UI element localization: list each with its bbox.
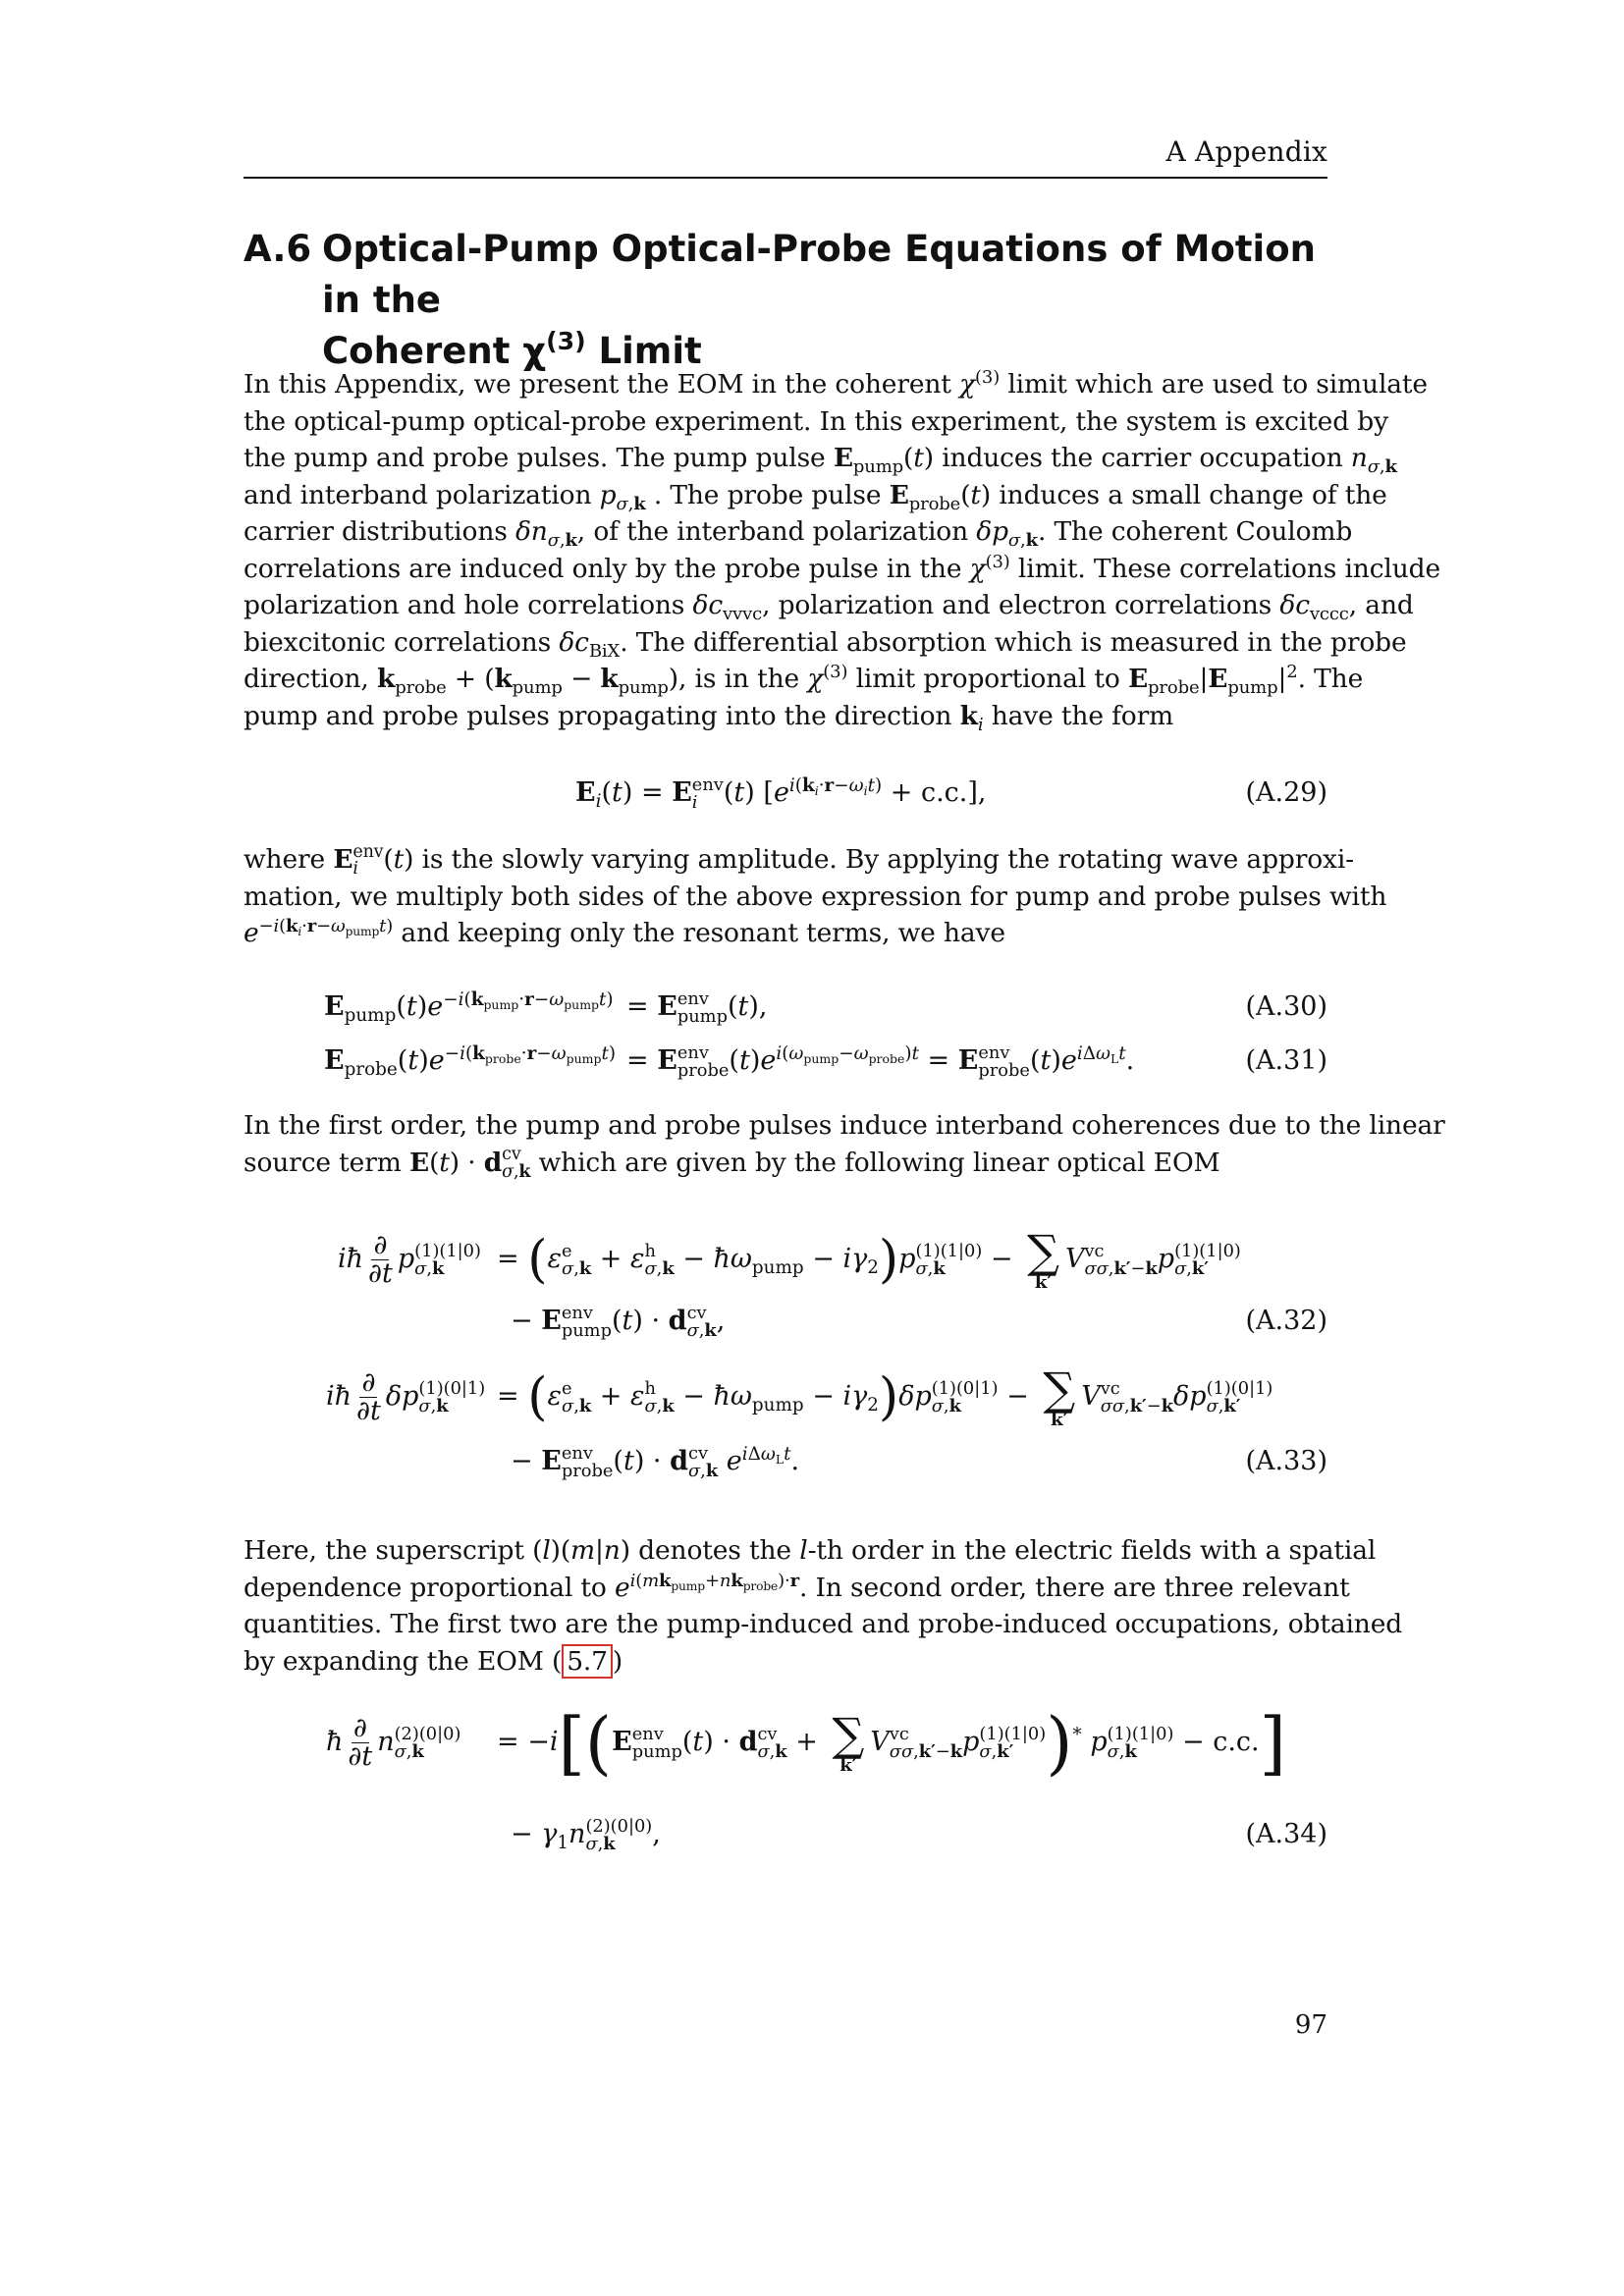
section-title-line1: Optical-Pump Optical-Probe Equations of Motion in the bbox=[322, 228, 1316, 321]
equation-number: (A.32) bbox=[1245, 1306, 1327, 1336]
paragraph-second-order bbox=[244, 1532, 1403, 1680]
text-line: and interband polarization $p_{\sigma,k}$ . The probe pulse $E_{probe}(t)$ induces a small change of the bbox=[244, 479, 1387, 514]
text-line: mation, we multiply both sides of the above expression for pump and probe pulses with bbox=[244, 881, 1387, 912]
text-line: the optical-pump optical-probe experiment. In this experiment, the system is excited by bbox=[244, 405, 1388, 437]
equation-number: (A.31) bbox=[1245, 1045, 1327, 1076]
equation-body: = (ε e σ,k + ε h σ,k − $ħ\omega_{pump} - i\gamma_2)p$ (1)(1|0) σ,k − ∑ k′ V vc σσ,k′−k p (1)(1|0) σ,k′ bbox=[497, 1224, 1241, 1293]
equation-body: $E_i(t) = E$ env i (t) $[e^{i(k_i\cdot r-\omega_it)} + c.c.]$, bbox=[575, 774, 987, 813]
equation-a34-line2 bbox=[244, 1811, 1327, 1858]
equation-a32-line2 bbox=[244, 1298, 1327, 1345]
section-number: A.6 bbox=[244, 228, 312, 270]
equation-body: ħ $\frac{\partial}{\partial t}$ n (2)(0|0) σ,k bbox=[326, 1712, 461, 1772]
text-line: Here, the superscript (l)(m|n) denotes the l-th order in the electric fields with a spatial bbox=[244, 1535, 1377, 1566]
equation-body: $E_{pump}(t)e^{-i(k_{pump}\cdot r-\omega_{pump}t)}$ bbox=[324, 988, 614, 1026]
text-line: biexcitonic correlations $\delta c_{BiX}$. The differential absorption which is measured in the probe bbox=[244, 626, 1407, 662]
text-line: In the first order, the pump and probe pulses induce interband coherences due to the linear bbox=[244, 1110, 1445, 1141]
equation-a29 bbox=[244, 770, 1327, 817]
equation-a34-line1 bbox=[244, 1698, 1327, 1787]
equation-number: (A.33) bbox=[1245, 1446, 1327, 1476]
text-line: direction, $k_{probe} + (k_{pump} - k_{pump})$, is in the $\chi^{(3)}$ limit proportional to $E_{probe}|E_{pump}|^2$. The bbox=[244, 662, 1364, 698]
paragraph-first-order bbox=[244, 1107, 1445, 1182]
equation-a33-line2 bbox=[244, 1438, 1327, 1485]
page-number: 97 bbox=[1294, 2010, 1327, 2040]
section-title-line2: Coherent $\chi^{(3)}$ Limit bbox=[322, 327, 702, 372]
equation-body: − $\gamma_1n$ (2)(0|0) σ,k , bbox=[511, 1815, 661, 1854]
text-line: dependence proportional to $e^{i(mk_{pump}+nk_{probe})\cdot r}$. In second order, there are three relevant bbox=[244, 1570, 1350, 1603]
equation-a32-line1 bbox=[244, 1225, 1327, 1294]
equation-body: iħ $\frac{\partial}{\partial t}$ δp (1)(0|1) σ,k bbox=[326, 1366, 486, 1426]
equation-body: = E env pump (t), bbox=[626, 988, 768, 1027]
text-line: source term E(t) · d cv σ,k which are given by the following linear optical EOM bbox=[244, 1145, 1220, 1182]
equation-body: − E env probe (t) · d cv σ,k $e^{i\Delta\omega_Lt}$. bbox=[511, 1442, 800, 1481]
section-title bbox=[322, 224, 1327, 377]
equation-a33-line1 bbox=[244, 1362, 1327, 1431]
text-line: $e^{-i(k_i\cdot r-\omega_{pump}t)}$ and keeping only the resonant terms, we have bbox=[244, 916, 1005, 948]
text-line: the pump and probe pulses. The pump pulse $E_{pump}(t)$ induces the carrier occupation $n_{\sigma,k}$ bbox=[244, 443, 1397, 477]
text-line: polarization and hole correlations $\delta c_{vvvc}$, polarization and electron correlations $\delta c_{vccc}$, and bbox=[244, 590, 1414, 624]
eom-reference-link[interactable]: 5.7 bbox=[562, 1644, 613, 1679]
text-line: correlations are induced only by the probe pulse in the $\chi^{(3)}$ limit. These correlations include bbox=[244, 551, 1440, 584]
equation-a31 bbox=[244, 1038, 1327, 1085]
equation-body: = (ε e σ,k + ε h σ,k − $ħ\omega_{pump} - i\gamma_2)\delta p$ (1)(0|1) σ,k − ∑ k′ V vc σσ,k′−k δp (1)(0|1) σ,k′ bbox=[497, 1362, 1273, 1430]
equation-body: − E env pump (t) · d cv σ,k , bbox=[511, 1302, 726, 1341]
equation-number: (A.34) bbox=[1245, 1819, 1327, 1849]
equation-a30 bbox=[244, 984, 1327, 1031]
equation-number: (A.30) bbox=[1245, 991, 1327, 1022]
equation-body: iħ $\frac{\partial}{\partial t}$ p (1)(1|0) σ,k bbox=[338, 1229, 481, 1289]
text-line: pump and probe pulses propagating into the direction $k_i$ have the form bbox=[244, 700, 1174, 735]
text-line: by expanding the EOM ( 5.7 ) bbox=[244, 1645, 623, 1677]
equation-body: = E env probe $(t)e^{i(\omega_{pump}-\omega_{probe})t} = E$ env probe $(t)e^{i\Delta\omega_Lt}$. bbox=[626, 1041, 1135, 1081]
section-heading bbox=[244, 224, 1327, 377]
equation-number: (A.29) bbox=[1245, 777, 1327, 808]
text-line: where E env i (t) is the slowly varying amplitude. By applying the rotating wave approxi- bbox=[244, 841, 1354, 879]
equation-body: $E_{probe}(t)e^{-i(k_{probe}\cdot r-\omega_{pump}t)}$ bbox=[324, 1042, 617, 1080]
text-line: carrier distributions $\delta n_{\sigma,k}$, of the interband polarization $\delta p_{\sigma,k}$. The coherent Coulomb bbox=[244, 516, 1353, 551]
text-line: quantities. The first two are the pump-induced and probe-induced occupations, obtained bbox=[244, 1609, 1403, 1639]
equation-body: = −i[(E env pump (t) · d cv σ,k + ∑ k′ V vc σσ,k′−k p (1)(1|0) σ,k′ )* p (1)(1|0) σ,k − c.c.] bbox=[497, 1702, 1286, 1784]
header-rule bbox=[244, 177, 1327, 179]
text-line: In this Appendix, we present the EOM in the coherent $\chi^{(3)}$ limit which are used to simulate bbox=[244, 367, 1428, 400]
paragraph-intro bbox=[244, 366, 1440, 735]
page bbox=[244, 0, 1445, 2296]
paragraph-rwa bbox=[244, 841, 1387, 952]
running-head: A Appendix bbox=[1165, 135, 1327, 168]
